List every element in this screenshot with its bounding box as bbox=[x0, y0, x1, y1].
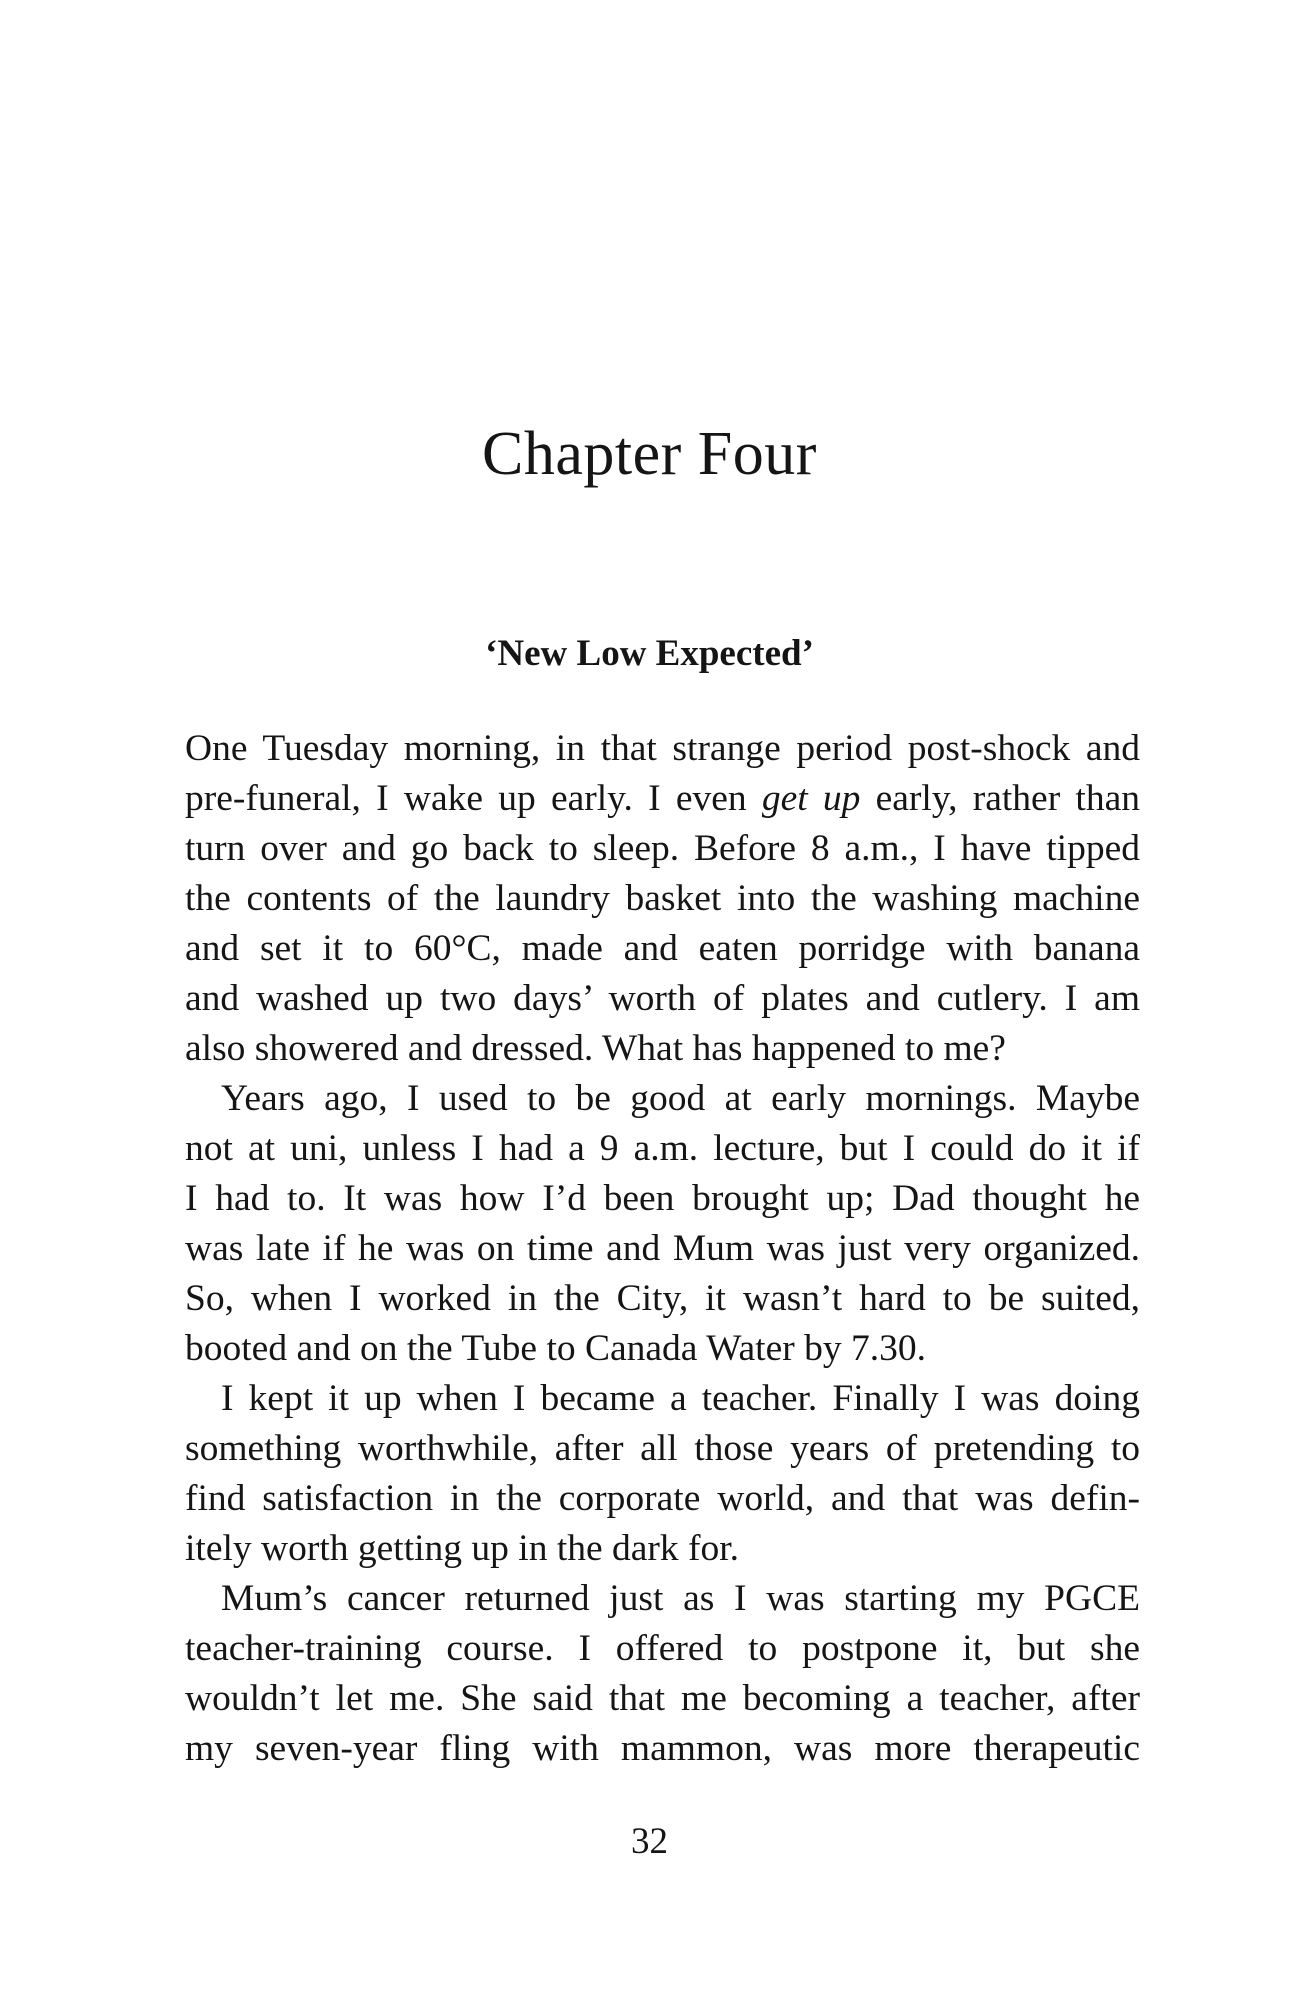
text-line: booted and on the Tube to Canada Water by 7.30. bbox=[185, 1328, 926, 1369]
text-line: and set it to 60°C, made and eaten porridge with banana bbox=[185, 928, 1140, 969]
text-line: itely worth getting up in the dark for. bbox=[185, 1528, 740, 1569]
text-line: not at uni, unless I had a 9 a.m. lecture, but I could do it if bbox=[185, 1128, 1140, 1169]
text-line: Years ago, I used to be good at early mornings. Maybe bbox=[221, 1078, 1140, 1119]
text-line: my seven-year fling with mammon, was more therapeutic bbox=[185, 1728, 1140, 1769]
text-line: and washed up two days’ worth of plates and cutlery. I am bbox=[185, 978, 1140, 1019]
text-line: So, when I worked in the City, it wasn’t hard to be suited, bbox=[185, 1278, 1140, 1319]
text-line: One Tuesday morning, in that strange period post-shock and bbox=[185, 728, 1140, 769]
text-line: turn over and go back to sleep. Before 8 a.m., I have tipped bbox=[185, 828, 1140, 869]
chapter-subtitle: ‘New Low Expected’ bbox=[485, 633, 814, 674]
paragraph-4 bbox=[185, 1574, 1140, 1774]
text-line: pre-funeral, I wake up early. I even get up early, rather than bbox=[185, 778, 1140, 819]
text-line: something worthwhile, after all those years of pretending to bbox=[185, 1428, 1140, 1469]
text-line: find satisfaction in the corporate world, and that was defin- bbox=[185, 1478, 1140, 1519]
text-line: was late if he was on time and Mum was just very organized. bbox=[185, 1228, 1140, 1269]
page-number: 32 bbox=[631, 1821, 668, 1862]
text-line: the contents of the laundry basket into the washing machine bbox=[185, 878, 1140, 919]
paragraph-3 bbox=[185, 1374, 1140, 1574]
text-line: also showered and dressed. What has happened to me? bbox=[185, 1028, 1006, 1069]
text-line: wouldn’t let me. She said that me becoming a teacher, after bbox=[185, 1678, 1140, 1719]
text-line: I kept it up when I became a teacher. Finally I was doing bbox=[221, 1378, 1140, 1419]
text-line: Mum’s cancer returned just as I was starting my PGCE bbox=[221, 1578, 1140, 1619]
paragraph-1 bbox=[185, 724, 1140, 1074]
paragraph-2 bbox=[185, 1074, 1140, 1374]
body-text bbox=[185, 724, 1140, 1774]
chapter-title: Chapter Four bbox=[482, 420, 817, 488]
text-line: I had to. It was how I’d been brought up; Dad thought he bbox=[185, 1178, 1140, 1219]
emphasis-text: get up bbox=[761, 778, 861, 819]
text-line: teacher-training course. I offered to postpone it, but she bbox=[185, 1628, 1140, 1669]
